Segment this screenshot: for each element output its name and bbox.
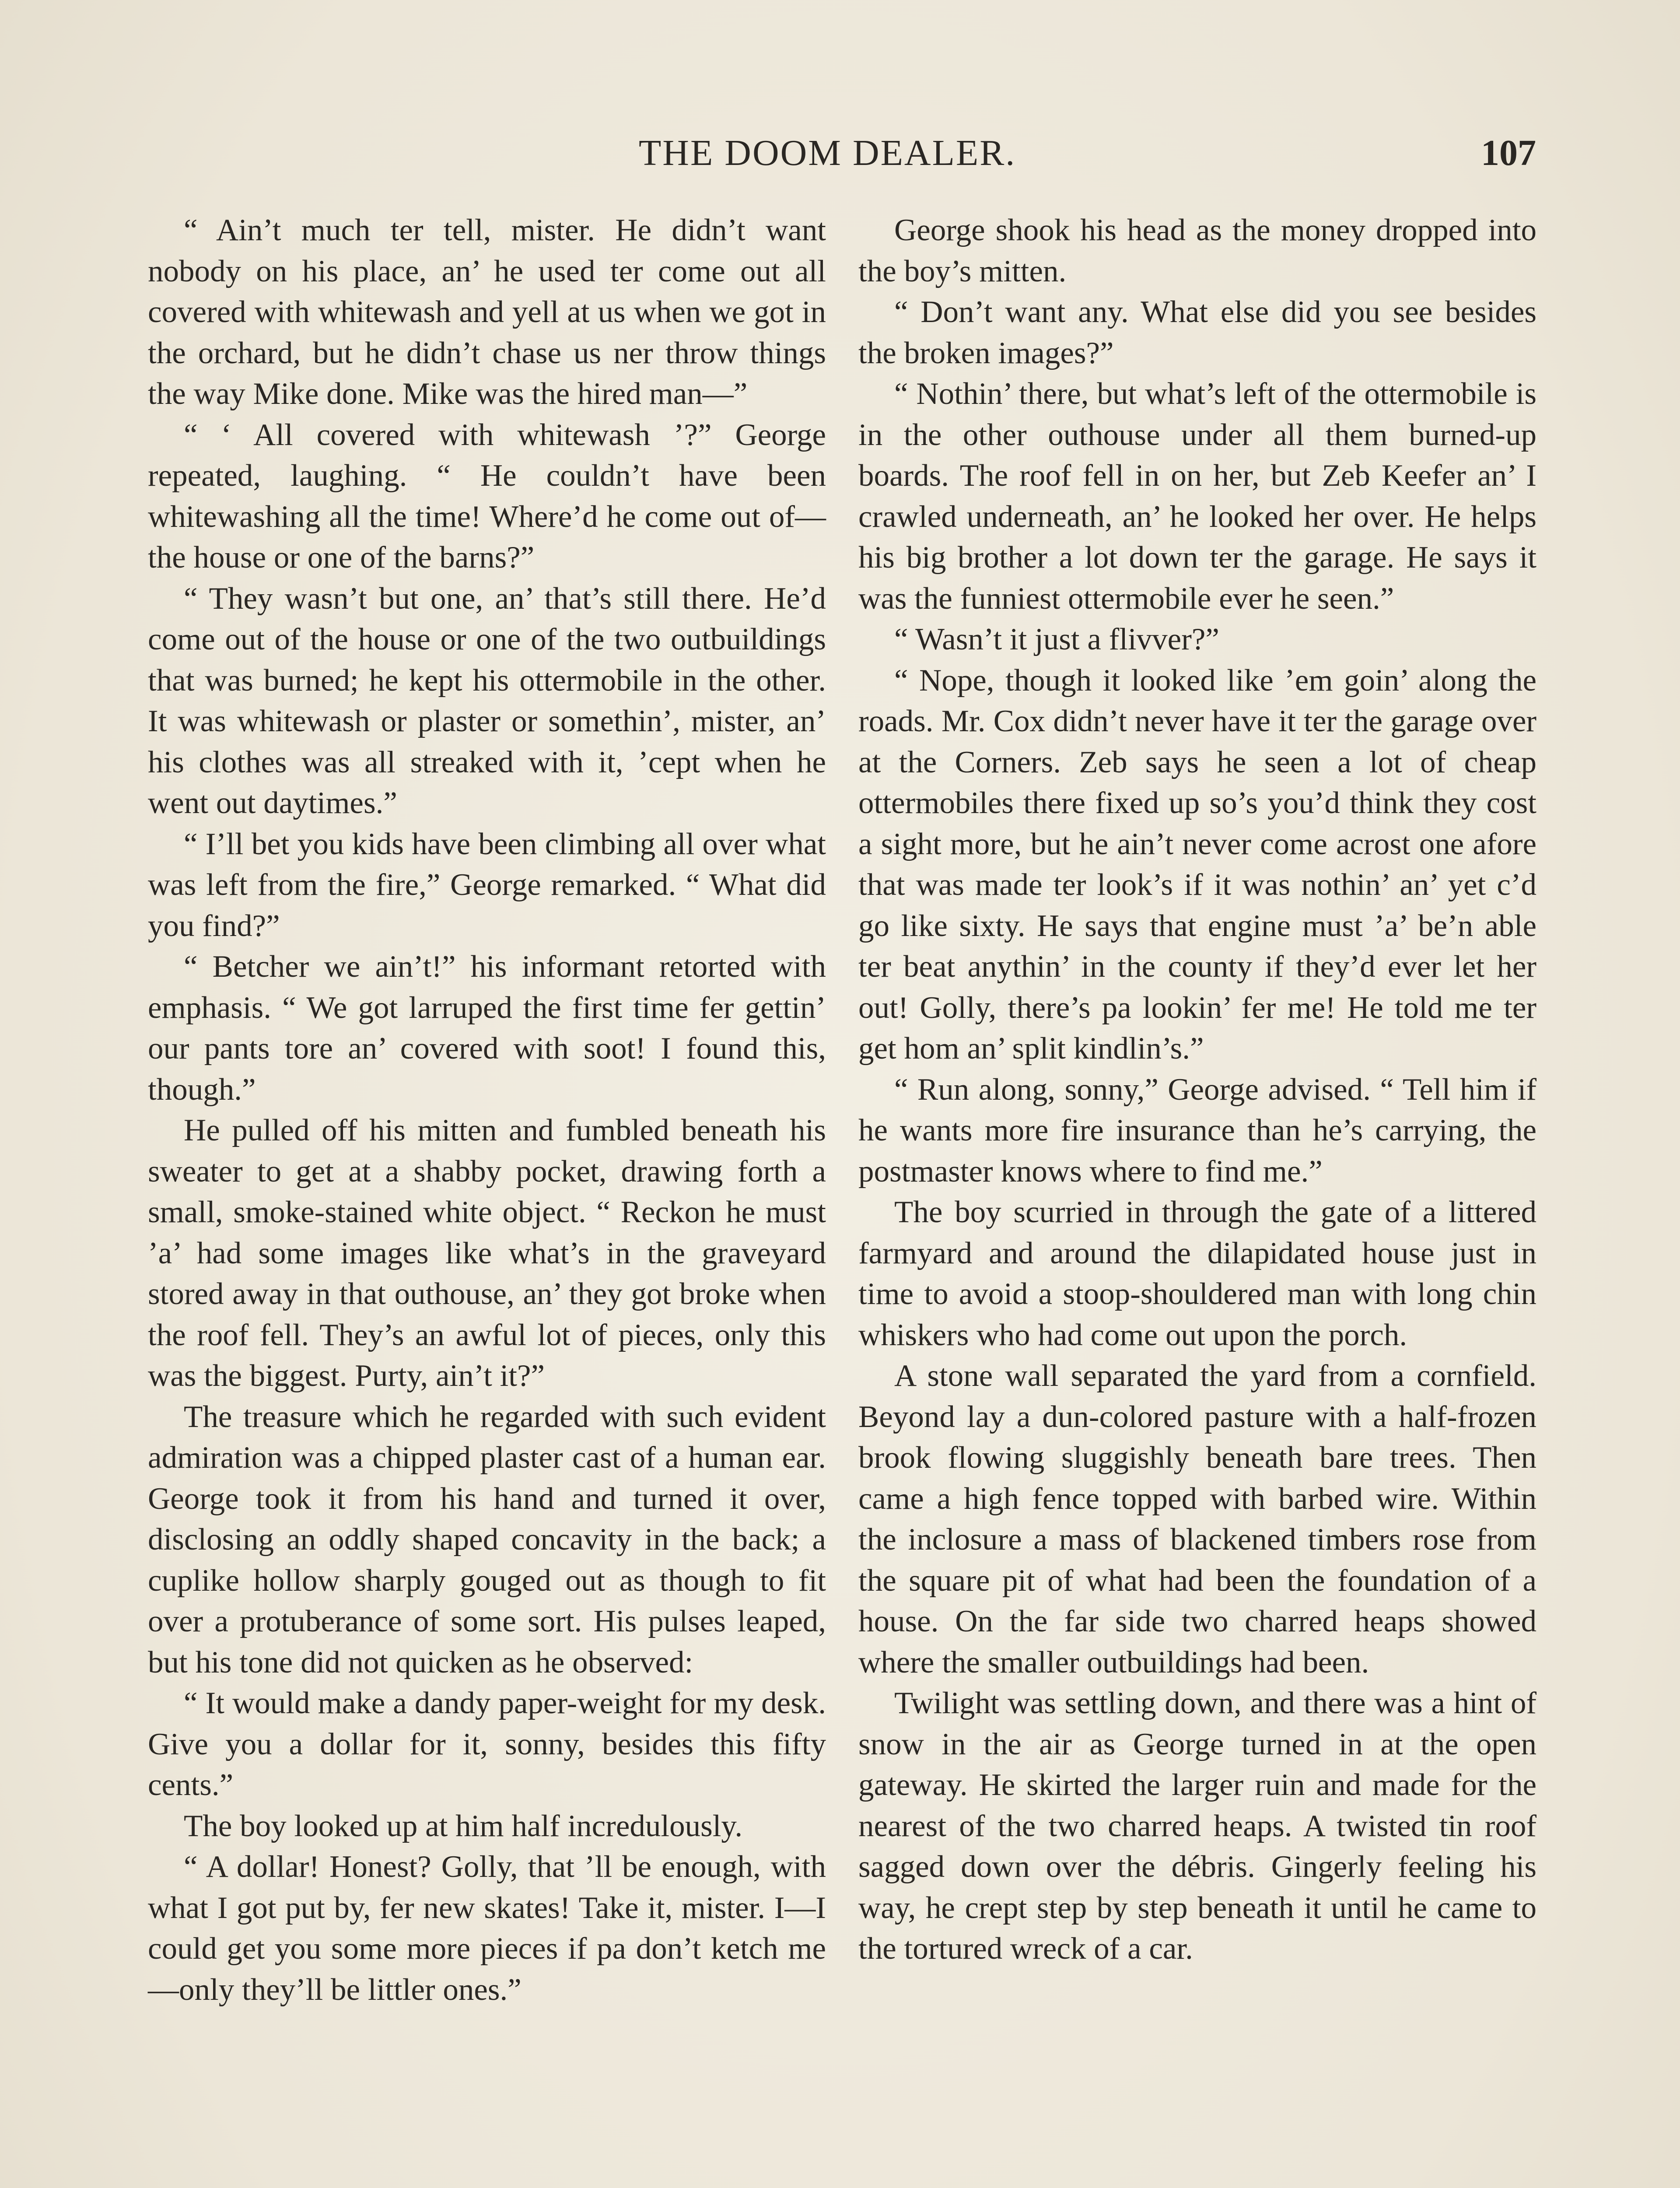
paragraph: “ Betcher we ain’t!” his informant retorted with emphasis. “ We got larruped the first time fer gettin’ our pants tore an’ covered with soot! I found this, though.” [148,950,826,1107]
paragraph: The boy scurried in through the gate of a littered farmyard and around the dilapidated house just in time to avoid a stoop-shouldered man with long chin whiskers who had come out upon the porch. [858,1195,1536,1352]
running-head-title: THE DOOM DEALER. [639,133,1016,173]
paragraph: “ Nothin’ there, but what’s left of the ottermobile is in the other outhouse under all them burned-up boards. The roof fell in on her, but Zeb Keefer an’ I crawled underneath, an’ he looked her over. He helps his big brother a lot down ter the garage. He says it was the funniest ottermobile ever he seen.” [858,377,1536,616]
left-text-column [148,210,826,2010]
paragraph: He pulled off his mitten and fumbled beneath his sweater to get at a shabby pocket, drawing forth a small, smoke-stained white object. “ Reckon he must ’a’ had some images like what’s in the graveyard stored away in that outhouse, an’ they got broke when the roof fell. They’s an awful lot of pieces, only this was the biggest. Purty, ain’t it?” [148,1113,826,1393]
paragraph: “ A dollar! Honest? Golly, that ’ll be enough, with what I got put by, fer new skates! Take it, mister. I—I could get you some more pieces if pa don’t ketch me —only they’ll be littler ones.” [148,1850,826,2007]
paragraph: The boy looked up at him half incredulously. [184,1809,743,1843]
paragraph: “ Nope, though it looked like ’em goin’ along the roads. Mr. Cox didn’t never have it ter the garage over at the Corners. Zeb says he seen a lot of cheap ottermobiles there fixed up so’s you’d think they cost a sight more, but he ain’t never come acrost one afore that was made ter look’s if it was nothin’ an’ yet c’d go like sixty. He says that engine must ’a’ be’n able ter beat anythin’ in the county if they’d ever let her out! Golly, there’s pa lookin’ fer me! He told me ter get hom an’ split kindlin’s.” [858,663,1536,1066]
paragraph: The treasure which he regarded with such evident admiration was a chipped plaster cast of a human ear. George took it from his hand and turned it over, disclosing an oddly shaped concavity in the back; a cuplike hollow sharply gouged out as though to fit over a protuberance of some sort. His pulses leaped, but his tone did not quicken as he observed: [148,1399,826,1680]
paragraph: “ I’ll bet you kids have been climbing all over what was left from the fire,” George remarked. “ What did you find?” [148,827,826,943]
paragraph: “ It would make a dandy paper-weight for my desk. Give you a dollar for it, sonny, besides this fifty cents.” [148,1686,826,1802]
paragraph: “ ‘ All covered with whitewash ’?” George repeated, laughing. “ He couldn’t have been whitewashing all the time! Where’d he come out of—the house or one of the barns?” [148,417,826,575]
paragraph: “ Wasn’t it just a flivver?” [894,622,1219,656]
right-text-column [858,210,1536,1970]
paragraph: A stone wall separated the yard from a cornfield. Beyond lay a dun-colored pasture with a half-frozen brook flowing sluggishly beneath bare trees. Then came a high fence topped with barbed wire. Within the inclosure a mass of blackened timbers rose from the square pit of what had been the foundation of a house. On the far side two charred heaps showed where the smaller outbuildings had been. [858,1359,1536,1680]
paragraph: “ Run along, sonny,” George advised. “ Tell him if he wants more fire insurance than he’s carrying, the postmaster knows where to find me.” [858,1072,1536,1189]
page-number: 107 [1481,133,1536,173]
paragraph: “ Ain’t much ter tell, mister. He didn’t want nobody on his place, an’ he used ter come out all covered with whitewash and yell at us when we got in the orchard, but he didn’t chase us ner throw things the way Mike done. Mike was the hired man—” [148,213,826,411]
paragraph: “ Don’t want any. What else did you see besides the broken images?” [858,295,1536,370]
paragraph: George shook his head as the money dropped into the boy’s mitten. [858,213,1536,288]
paragraph: Twilight was settling down, and there was a hint of snow in the air as George turned in at the open gateway. He skirted the larger ruin and made for the nearest of the two charred heaps. A twisted tin roof sagged down over the débris. Gingerly feeling his way, he crept step by step beneath it until he came to the tortured wreck of a car. [858,1686,1536,1966]
paragraph: “ They wasn’t but one, an’ that’s still there. He’d come out of the house or one of the two outbuildings that was burned; he kept his ottermobile in the other. It was whitewash or plaster or somethin’, mister, an’ his clothes was all streaked with it, ’cept when he went out daytimes.” [148,581,826,820]
